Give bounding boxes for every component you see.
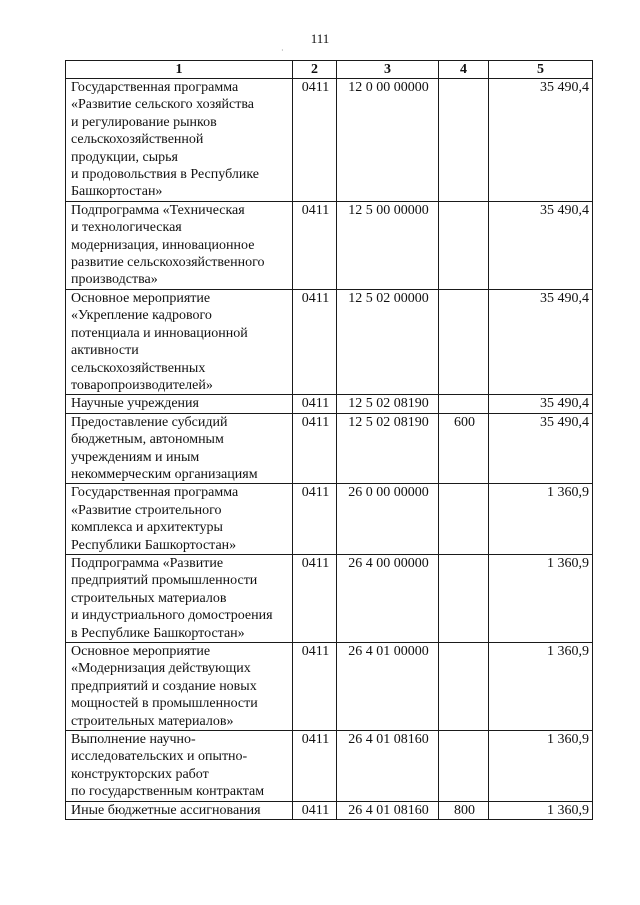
row-name-line: продукции, сырья	[71, 149, 178, 165]
row-name-line: «Модернизация действующих	[71, 661, 251, 677]
row-amount-cell: 35 490,4	[489, 201, 593, 289]
table-row	[66, 643, 593, 731]
row-section-cell: 0411	[293, 484, 337, 555]
row-name-line: развитие сельскохозяйственного	[71, 255, 265, 271]
row-name-line: Подпрограмма «Техническая	[71, 202, 245, 218]
row-section-cell: 0411	[293, 801, 337, 819]
row-expense-type-cell: 600	[439, 413, 489, 484]
row-expense-type-cell	[439, 79, 489, 202]
row-target-article-cell: 26 0 00 00000	[337, 484, 439, 555]
row-expense-type-cell	[439, 554, 489, 642]
row-expense-type-cell	[439, 289, 489, 394]
row-name-line: и технологическая	[71, 220, 182, 236]
table-row	[66, 731, 593, 802]
scan-mark: ·	[281, 46, 284, 55]
row-amount-cell: 1 360,9	[489, 554, 593, 642]
row-target-article-cell: 26 4 01 08160	[337, 801, 439, 819]
row-section-cell: 0411	[293, 395, 337, 413]
row-name-line: «Развитие сельского хозяйства	[71, 97, 255, 113]
row-name-line: Подпрограмма «Развитие	[71, 555, 224, 571]
row-name-line: предприятий и создание новых	[71, 678, 257, 694]
row-expense-type-cell	[439, 395, 489, 413]
row-name-line: сельскохозяйственной	[71, 132, 204, 148]
row-name-line: Научные учреждения	[71, 396, 199, 412]
row-name-line: производства»	[71, 272, 158, 288]
column-header-expense-type: 4	[439, 61, 489, 79]
row-name-line: «Развитие строительного	[71, 502, 222, 518]
row-name-line: Башкортостан»	[71, 184, 163, 200]
row-name-line: конструкторских работ	[71, 766, 209, 782]
row-name-cell	[66, 731, 293, 802]
column-header-section: 2	[293, 61, 337, 79]
row-name-cell	[66, 395, 293, 413]
row-section-cell: 0411	[293, 731, 337, 802]
row-name-cell	[66, 201, 293, 289]
row-name-line: Предоставление субсидий	[71, 414, 228, 430]
row-amount-cell: 35 490,4	[489, 289, 593, 394]
table-row	[66, 484, 593, 555]
row-name-line: Иные бюджетные ассигнования	[71, 802, 261, 818]
row-name-line: комплекса и архитектуры	[71, 520, 223, 536]
row-target-article-cell: 12 5 00 00000	[337, 201, 439, 289]
row-name-line: и индустриального домостроения	[71, 608, 273, 624]
row-name-line: бюджетным, автономным	[71, 432, 224, 448]
row-expense-type-cell: 800	[439, 801, 489, 819]
row-target-article-cell: 12 5 02 08190	[337, 413, 439, 484]
row-name-line: Государственная программа	[71, 485, 239, 501]
table-row	[66, 413, 593, 484]
row-expense-type-cell	[439, 731, 489, 802]
row-name-line: предприятий промышленности	[71, 573, 258, 589]
row-name-line: потенциала и инновационной	[71, 325, 248, 341]
row-name-line: «Укрепление кадрового	[71, 308, 212, 324]
row-section-cell: 0411	[293, 201, 337, 289]
row-target-article-cell: 26 4 00 00000	[337, 554, 439, 642]
row-section-cell: 0411	[293, 289, 337, 394]
row-name-line: Республики Башкортостан»	[71, 537, 237, 553]
row-amount-cell: 1 360,9	[489, 801, 593, 819]
row-name-line: мощностей в промышленности	[71, 696, 258, 712]
row-section-cell: 0411	[293, 643, 337, 731]
row-amount-cell: 35 490,4	[489, 395, 593, 413]
row-target-article-cell: 12 5 02 00000	[337, 289, 439, 394]
row-amount-cell: 1 360,9	[489, 643, 593, 731]
column-header-name: 1	[66, 61, 293, 79]
row-name-cell	[66, 79, 293, 202]
row-name-line: Государственная программа	[71, 80, 239, 95]
row-name-line: активности	[71, 343, 139, 359]
row-target-article-cell: 26 4 01 08160	[337, 731, 439, 802]
row-target-article-cell: 26 4 01 00000	[337, 643, 439, 731]
column-header-amount: 5	[489, 61, 593, 79]
row-amount-cell: 35 490,4	[489, 79, 593, 202]
budget-table	[65, 60, 593, 820]
row-name-line: в Республике Башкортостан»	[71, 625, 245, 641]
row-name-line: Основное мероприятие	[71, 644, 211, 659]
row-section-cell: 0411	[293, 554, 337, 642]
row-name-cell	[66, 643, 293, 731]
table-row	[66, 79, 593, 202]
row-name-cell	[66, 289, 293, 394]
row-name-line: и регулирование рынков	[71, 114, 217, 130]
row-name-line: исследовательских и опытно-	[71, 749, 248, 765]
row-expense-type-cell	[439, 484, 489, 555]
table-row	[66, 801, 593, 819]
row-name-line: и продовольствия в Республике	[71, 167, 259, 183]
row-target-article-cell: 12 5 02 08190	[337, 395, 439, 413]
row-amount-cell: 1 360,9	[489, 484, 593, 555]
table-row	[66, 395, 593, 413]
row-expense-type-cell	[439, 201, 489, 289]
row-name-line: некоммерческим организациям	[71, 466, 258, 482]
row-target-article-cell: 12 0 00 00000	[337, 79, 439, 202]
row-name-cell	[66, 554, 293, 642]
row-name-line: строительных материалов	[71, 590, 227, 606]
row-name-cell	[66, 484, 293, 555]
row-name-line: Выполнение научно-	[71, 732, 196, 748]
row-amount-cell: 1 360,9	[489, 731, 593, 802]
row-name-line: сельскохозяйственных	[71, 360, 206, 376]
row-name-line: учреждениям и иным	[71, 449, 200, 465]
row-section-cell: 0411	[293, 79, 337, 202]
column-header-target-article: 3	[337, 61, 439, 79]
row-amount-cell: 35 490,4	[489, 413, 593, 484]
table-row	[66, 554, 593, 642]
table-header-row	[66, 61, 593, 79]
row-name-cell	[66, 801, 293, 819]
row-expense-type-cell	[439, 643, 489, 731]
row-name-line: по государственным контрактам	[71, 784, 265, 800]
row-name-line: товаропроизводителей»	[71, 377, 213, 393]
row-section-cell: 0411	[293, 413, 337, 484]
table-row	[66, 289, 593, 394]
table-body	[66, 79, 593, 820]
row-name-line: Основное мероприятие	[71, 290, 211, 306]
row-name-line: модернизация, инновационное	[71, 237, 255, 253]
row-name-cell	[66, 413, 293, 484]
table-row	[66, 201, 593, 289]
page-number: 111	[310, 31, 330, 46]
row-name-line: строительных материалов»	[71, 713, 234, 729]
